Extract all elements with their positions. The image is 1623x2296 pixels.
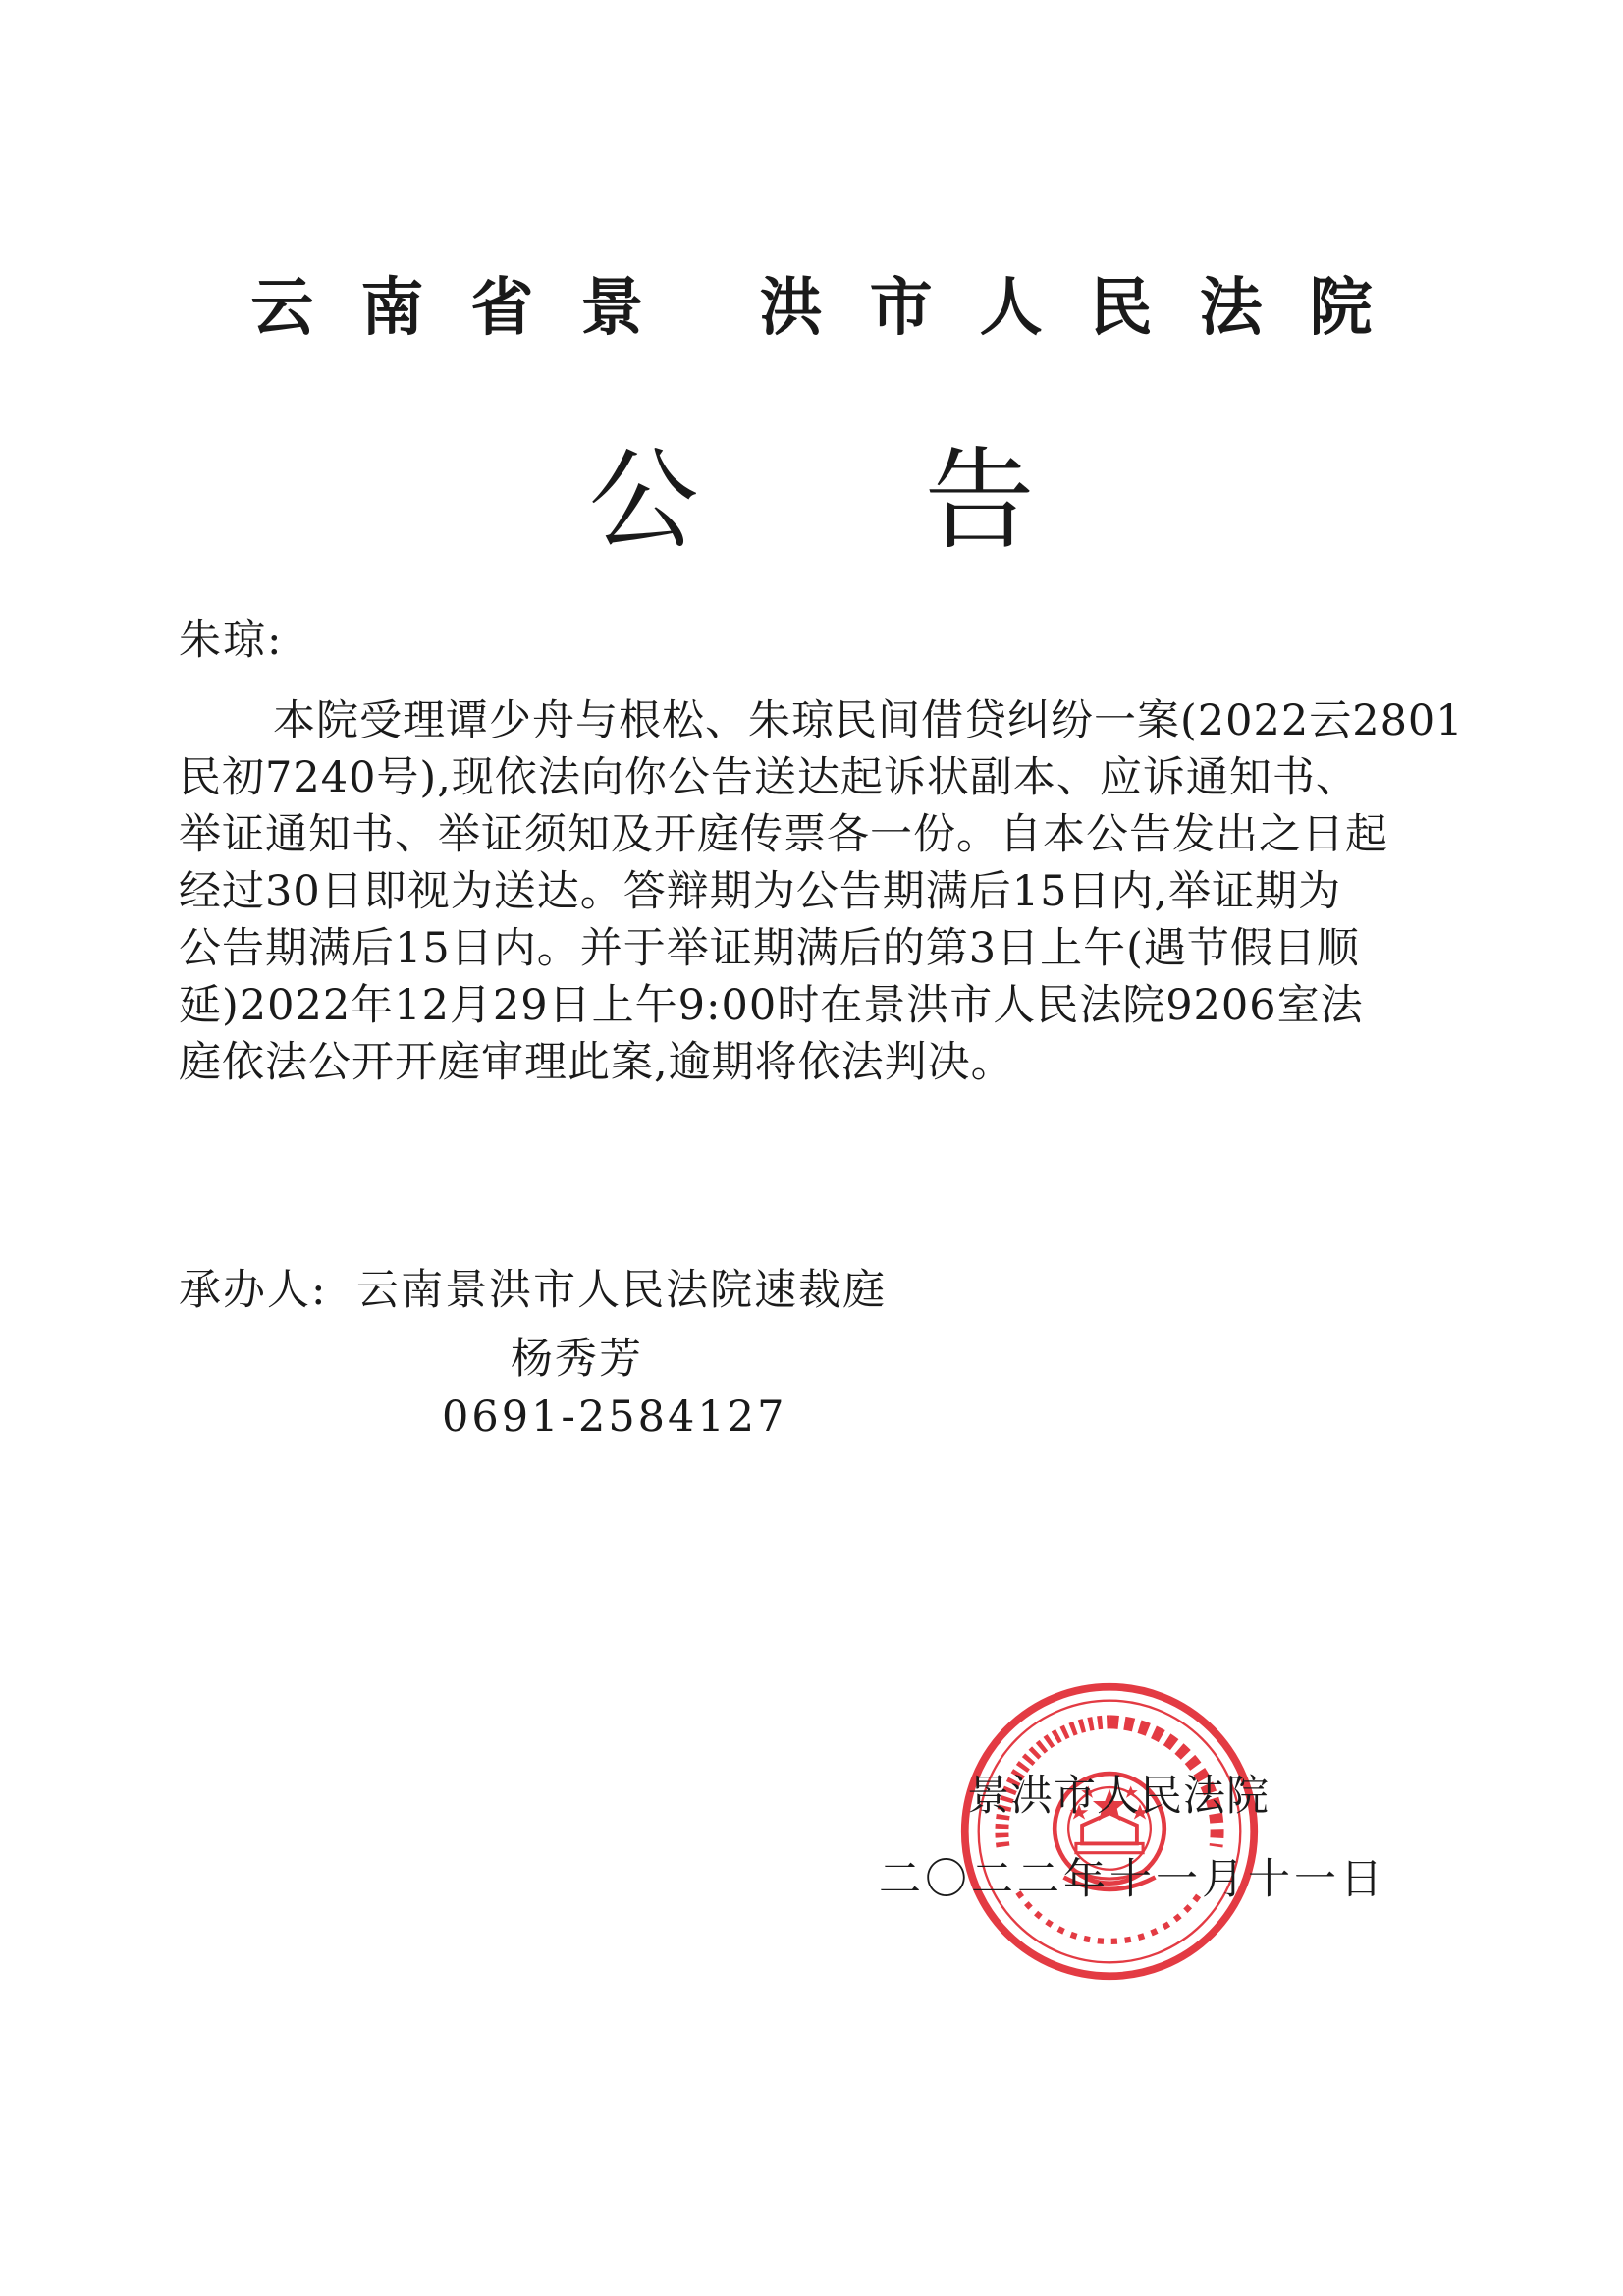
body-line-6: 延)2022年12月29日上午9:00时在景洪市人民法院9206室法 (179, 981, 1364, 1030)
signature-court: 景洪市人民法院 (967, 1772, 1270, 1821)
body-line-5: 公告期满后15日内。并于举证期满后的第3日上午(遇节假日顺 (179, 924, 1360, 973)
body-line-7: 庭依法公开开庭审理此案,逾期将依法判决。 (179, 1038, 1014, 1087)
handler-label: 承办人: (179, 1266, 328, 1315)
notice-title: 公告 (588, 437, 1261, 565)
body-line-2: 民初7240号),现依法向你公告送达起诉状副本、应诉通知书、 (179, 753, 1359, 802)
signature-date: 二〇二二年十一月十一日 (879, 1855, 1386, 1904)
court-title: 云南省景 洪市人民法院 (250, 271, 1420, 345)
handler-department: 云南景洪市人民法院速裁庭 (356, 1266, 888, 1315)
body-line-4: 经过30日即视为送达。答辩期为公告期满后15日内,举证期为 (179, 867, 1342, 916)
handler-phone: 0691-2584127 (442, 1393, 787, 1442)
handler-name: 杨秀芳 (511, 1335, 643, 1384)
body-line-1: 本院受理谭少舟与根松、朱琼民间借贷纠纷一案(2022云2801 (273, 696, 1464, 745)
court-seal-icon (957, 1679, 1262, 1984)
recipient-name: 朱琼: (179, 616, 284, 665)
body-line-3: 举证通知书、举证须知及开庭传票各一份。自本公告发出之日起 (179, 810, 1388, 859)
